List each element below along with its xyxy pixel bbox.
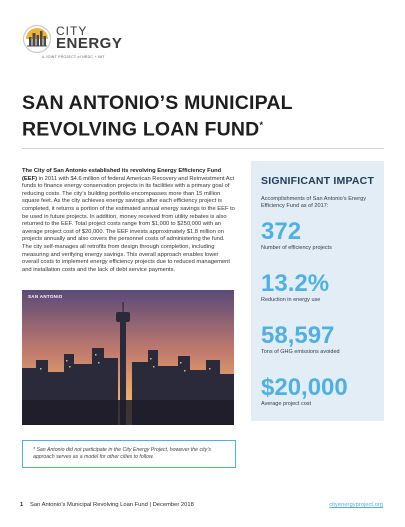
impact-title: SIGNIFICANT IMPACT: [261, 175, 375, 187]
page-number: 1: [20, 502, 24, 508]
significant-impact-panel: [251, 161, 384, 421]
footer-title: San Antonio’s Municipal Revolving Loan Fund | December 2018: [30, 502, 194, 508]
city-energy-logo: [22, 24, 152, 64]
san-antonio-skyline-photo: [22, 290, 234, 425]
footnote-box: [22, 440, 236, 468]
impact-subtitle: Accomplishments of San Antonio’s Energy Efficiency Fund as of 2017:: [261, 196, 366, 210]
footnote-text: * San Antonio did not participate in the City Energy Project, however the city’s approach serves as a model for other cities to follow.: [33, 447, 211, 460]
stat-value: $20,000: [261, 374, 348, 401]
stat-value: 372: [261, 218, 302, 245]
body-paragraph: [22, 168, 236, 274]
website-link[interactable]: cityenergyproject.org: [329, 502, 383, 508]
page-title-text: SAN ANTONIO’S MUNICIPAL REVOLVING LOAN FUND: [22, 92, 293, 141]
title-divider: [22, 148, 384, 149]
logo-word-energy: ENERGY: [56, 35, 123, 52]
logo-word-city: CITY: [56, 24, 88, 38]
stat-label: Reduction in energy use: [261, 297, 321, 303]
stat-efficiency-projects: [261, 219, 381, 251]
stat-energy-reduction: [261, 271, 381, 303]
page-title: [22, 92, 382, 141]
stat-average-cost: [261, 375, 381, 407]
title-footnote-mark: *: [259, 120, 264, 130]
stat-label: Average project cost: [261, 401, 312, 407]
photo-label: SAN ANTONIO: [28, 294, 63, 299]
body-lead: The City of San Antonio established its revolving Energy Efficiency Fund (EEF): [22, 168, 222, 182]
stat-ghg-avoided: [261, 323, 381, 355]
logo-tagline: A JOINT PROJECT of NRDC + IMT: [42, 55, 105, 59]
stat-value: 13.2%: [261, 270, 330, 297]
city-skyline-sun-icon: [22, 24, 52, 54]
stat-value: 58,597: [261, 322, 335, 349]
stat-label: Number of efficiency projects: [261, 245, 332, 251]
skyline-illustration: [22, 290, 234, 425]
stat-label: Tons of GHG emissions avoided: [261, 349, 340, 355]
body-text: in 2011 with $4.6 million of federal American Recovery and Reinvestment Act funds to finance energy conservation projects in its facilities with a primary goal of reducing costs. The city’s building portfolio encompasses more than 15 million square feet. As the city achieves energy savings after each efficiency project is completed, it returns a portion of the estimated annual energy savings to the EEF to be used in future projects. In addition, money received from utility rebates is also returned to the EEF. Total project costs range from $1,000 to $250,000 with an average project cost of $20,000. The EEF invests approximately $1.8 million on projects annually and also covers the personnel costs of administering the fund. The city self-manages all retrofits from design through completion, including measuring and verifying energy savings. This overall approach enables lower overall costs to implement energy efficiency projects due to reduced management and installation costs and the lack of debt service payments.: [22, 175, 235, 273]
